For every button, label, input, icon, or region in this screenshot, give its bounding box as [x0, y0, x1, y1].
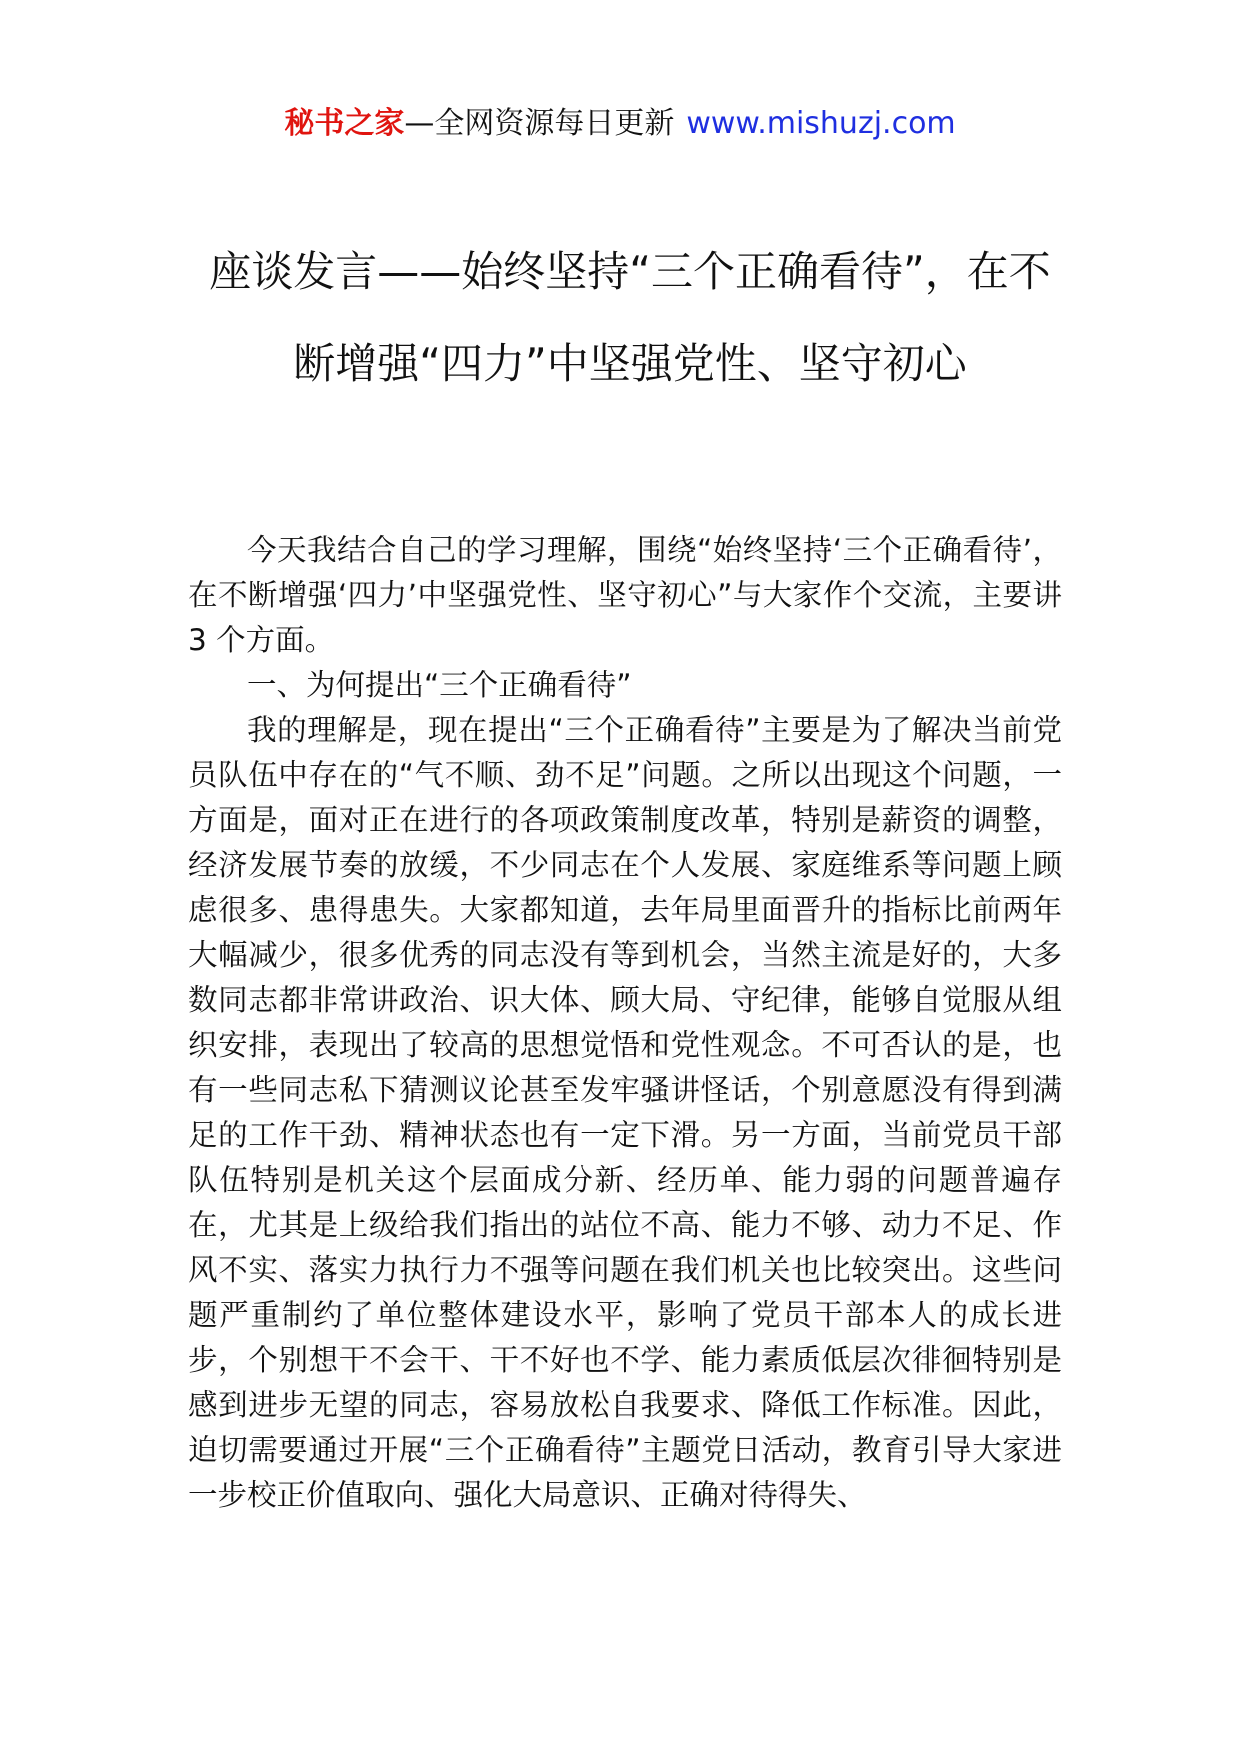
intro-paragraph: 今天我结合自己的学习理解，围绕“始终坚持‘三个正确看待’，在不断增强‘四力’中坚强党性、坚守初心”与大家作个交流，主要讲 3 个方面。 [188, 533, 1062, 657]
site-brand: 秘书之家 [284, 106, 405, 141]
site-url-link[interactable]: www.mishuzj.com [686, 106, 956, 141]
section-heading: 一、为何提出“三个正确看待” [247, 668, 632, 702]
document-title: 座谈发言——始终坚持“三个正确看待”，在不断增强“四力”中坚强党性、坚守初心 [209, 247, 1051, 388]
body-paragraph: 我的理解是，现在提出“三个正确看待”主要是为了解决当前党员队伍中存在的“气不顺、劲不足”问题。之所以出现这个问题，一方面是，面对正在进行的各项政策制度改革，特别是薪资的调整，经济发展节奏的放缓，不少同志在个人发展、家庭维系等问题上顾虑很多、患得患失。大家都知道，去年局里面晋升的指标比前两年大幅减少，很多优秀的同志没有等到机会，当然主流是好的，大多数同志都非常讲政治、识大体、顾大局、守纪律，能够自觉服从组织安排，表现出了较高的思想觉悟和党性观念。不可否认的是，也有一些同志私下猜测议论甚至发牢骚讲怪话，个别意愿没有得到满足的工作干劲、精神状态也有一定下滑。另一方面，当前党员干部队伍特别是机关这个层面成分新、经历单、能力弱的问题普遍存在，尤其是上级给我们指出的站位不高、能力不够、动力不足、作风不实、落实力执行力不强等问题在我们机关也比较突出。这些问题严重制约了单位整体建设水平，影响了党员干部本人的成长进步，个别想干不会干、干不好也不学、能力素质低层次徘徊特别是感到进步无望的同志，容易放松自我要求、降低工作标准。因此，迫切需要通过开展“三个正确看待”主题党日活动，教育引导大家进一步校正价值取向、强化大局意识、正确对待得失、 [188, 713, 1062, 1512]
document-body [188, 528, 1062, 1518]
site-tagline: —全网资源每日更新 [404, 106, 675, 141]
site-header [0, 104, 1240, 144]
